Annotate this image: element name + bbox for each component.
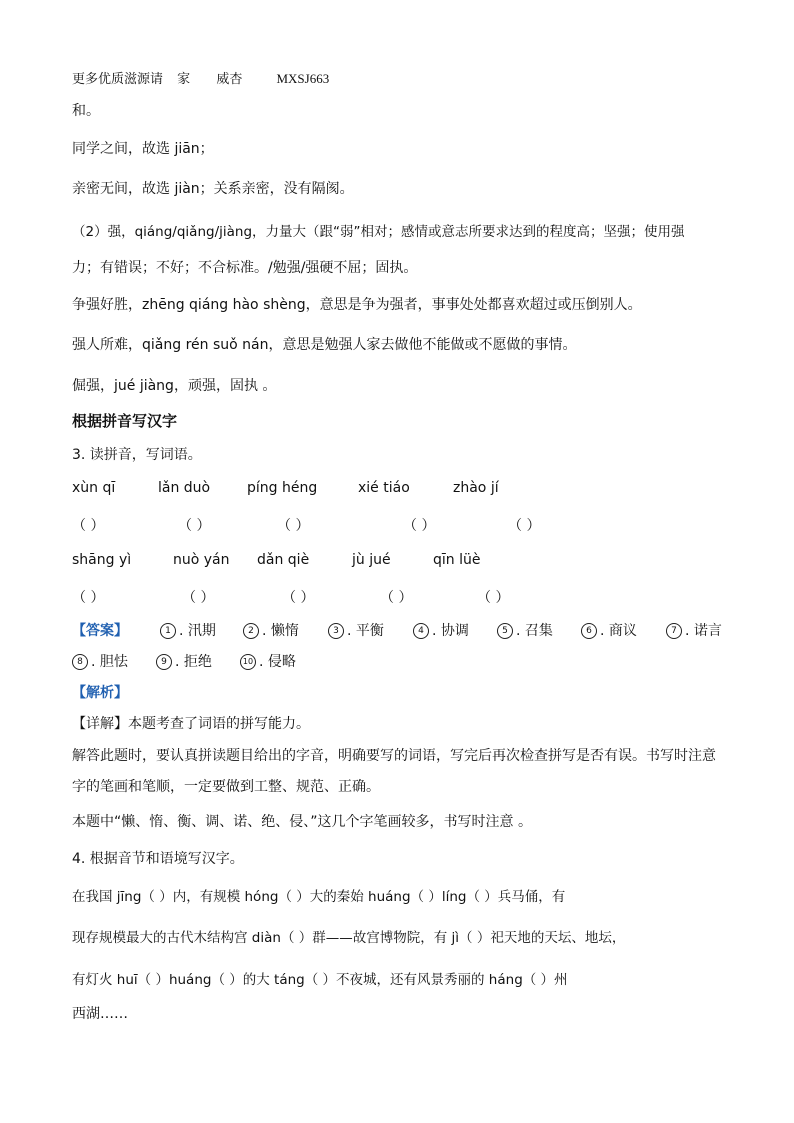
answer-blank: （ ）	[182, 590, 215, 606]
pinyin-2: lǎn duò	[158, 480, 211, 496]
header-text-4: MXSJ663	[276, 71, 330, 86]
detail-line: 【详解】本题考查了词语的拼写能力。	[72, 716, 310, 732]
number-circle: 1	[160, 623, 176, 639]
text-line-6: 争强好胜，zhēng qiáng hào shèng，意思是争为强者，事事处处都喜欢超过或压倒别人。	[72, 297, 642, 313]
answer-2	[243, 620, 299, 640]
q4-sentence-1: 在我国 jīng（ ）内，有规模 hóng（ ）大的秦始 huáng（ ）líng（ ）兵马俑，有	[72, 889, 566, 905]
q4-title: 4. 根据音节和语境写汉字。	[72, 851, 244, 867]
answer-text: . 召集	[516, 623, 553, 639]
answer-blank: （ ）	[72, 518, 105, 534]
answer-blank: （ ）	[277, 518, 310, 534]
text-line-5: 力；有错误；不好；不合标准。/勉强/强硬不屈；固执。	[72, 260, 418, 276]
number-circle: 7	[666, 623, 682, 639]
answer-text: . 拒绝	[175, 654, 212, 670]
section-title: 根据拼音写汉字	[72, 412, 178, 430]
q4-sentence-3: 有灯火 huī（ ）huáng（ ）的大 táng（ ）不夜城，还有风景秀丽的 háng（ ）州	[72, 972, 568, 988]
pinyin-7: nuò yán	[173, 552, 230, 568]
number-circle: 6	[581, 623, 597, 639]
answer-text: . 诺言	[685, 623, 722, 639]
pinyin-6: shāng yì	[72, 552, 132, 568]
answer-blank: （ ）	[178, 518, 211, 534]
answer-text: . 协调	[432, 623, 469, 639]
number-circle: 5	[497, 623, 513, 639]
answer-1	[160, 620, 216, 640]
header-promo	[72, 68, 722, 87]
text-line-2: 同学之间，故选 jiān；	[72, 141, 214, 157]
q4-sentence-2: 现存规模最大的古代木结构宫 diàn（ ）群——故宫博物院，有 jì（ ）祀天地的天坛、地坛，	[72, 930, 626, 946]
analysis-para-1a: 解答此题时，要认真拼读题目给出的字音，明确要写的词语，写完后再次检查拼写是否有误。书写时注意	[72, 748, 716, 764]
answer-text: . 商议	[600, 623, 637, 639]
number-circle: 3	[328, 623, 344, 639]
answer-blank: （ ）	[477, 590, 510, 606]
answer-9	[156, 651, 212, 671]
number-circle: 8	[72, 654, 88, 670]
text-line-7: 强人所难，qiǎng rén suǒ nán，意思是勉强人家去做他不能做或不愿做的事情。	[72, 337, 577, 353]
answer-5	[497, 620, 553, 640]
number-circle: 4	[413, 623, 429, 639]
pinyin-8: dǎn qiè	[257, 552, 310, 568]
answer-7	[666, 620, 722, 640]
answer-text: . 平衡	[347, 623, 384, 639]
analysis-para-2: 本题中“懒、惰、衡、调、诺、绝、侵、”这几个字笔画较多，书写时注意 。	[72, 814, 532, 830]
answer-blank: （ ）	[403, 518, 436, 534]
analysis-para-1b: 字的笔画和笔顺，一定要做到工整、规范、正确。	[72, 779, 380, 795]
q3-title: 3. 读拼音，写词语。	[72, 447, 202, 463]
answer-blank: （ ）	[72, 590, 105, 606]
answer-text: . 侵略	[259, 654, 296, 670]
pinyin-1: xùn qī	[72, 480, 116, 496]
pinyin-10: qīn lüè	[433, 552, 481, 568]
pinyin-4: xié tiáo	[358, 480, 410, 496]
pinyin-9: jù jué	[352, 552, 391, 568]
header-text-1: 更多优质滋源请	[72, 72, 164, 87]
text-line-8: 倔强，jué jiàng，顽强，固执 。	[72, 378, 277, 394]
answer-3	[328, 620, 384, 640]
answer-label: 【答案】	[72, 623, 128, 639]
pinyin-3: píng héng	[247, 480, 318, 496]
number-circle: 9	[156, 654, 172, 670]
answer-6	[581, 620, 637, 640]
text-line-3: 亲密无间，故选 jiàn；关系亲密，没有隔阂。	[72, 181, 354, 197]
number-circle: 10	[240, 654, 256, 670]
answer-10	[240, 651, 296, 671]
answer-text: . 汛期	[179, 623, 216, 639]
answer-blank: （ ）	[380, 590, 413, 606]
analysis-label: 【解析】	[72, 685, 128, 701]
text-line-4: （2）强，qiáng/qiǎng/jiàng，力量大（跟“弱”相对；感情或意志所要求达到的程度高；坚强；使用强	[72, 224, 685, 240]
answer-blank: （ ）	[282, 590, 315, 606]
answer-text: . 懒惰	[262, 623, 299, 639]
answer-4	[413, 620, 469, 640]
header-text-2: 家	[177, 72, 191, 87]
header-text-3: 威杏	[216, 72, 243, 87]
q4-sentence-4: 西湖……	[72, 1006, 128, 1022]
answer-8	[72, 651, 128, 671]
answer-text: . 胆怯	[91, 654, 128, 670]
answer-blank: （ ）	[508, 518, 541, 534]
pinyin-5: zhào jí	[453, 480, 499, 496]
number-circle: 2	[243, 623, 259, 639]
text-line-1: 和。	[72, 103, 100, 119]
